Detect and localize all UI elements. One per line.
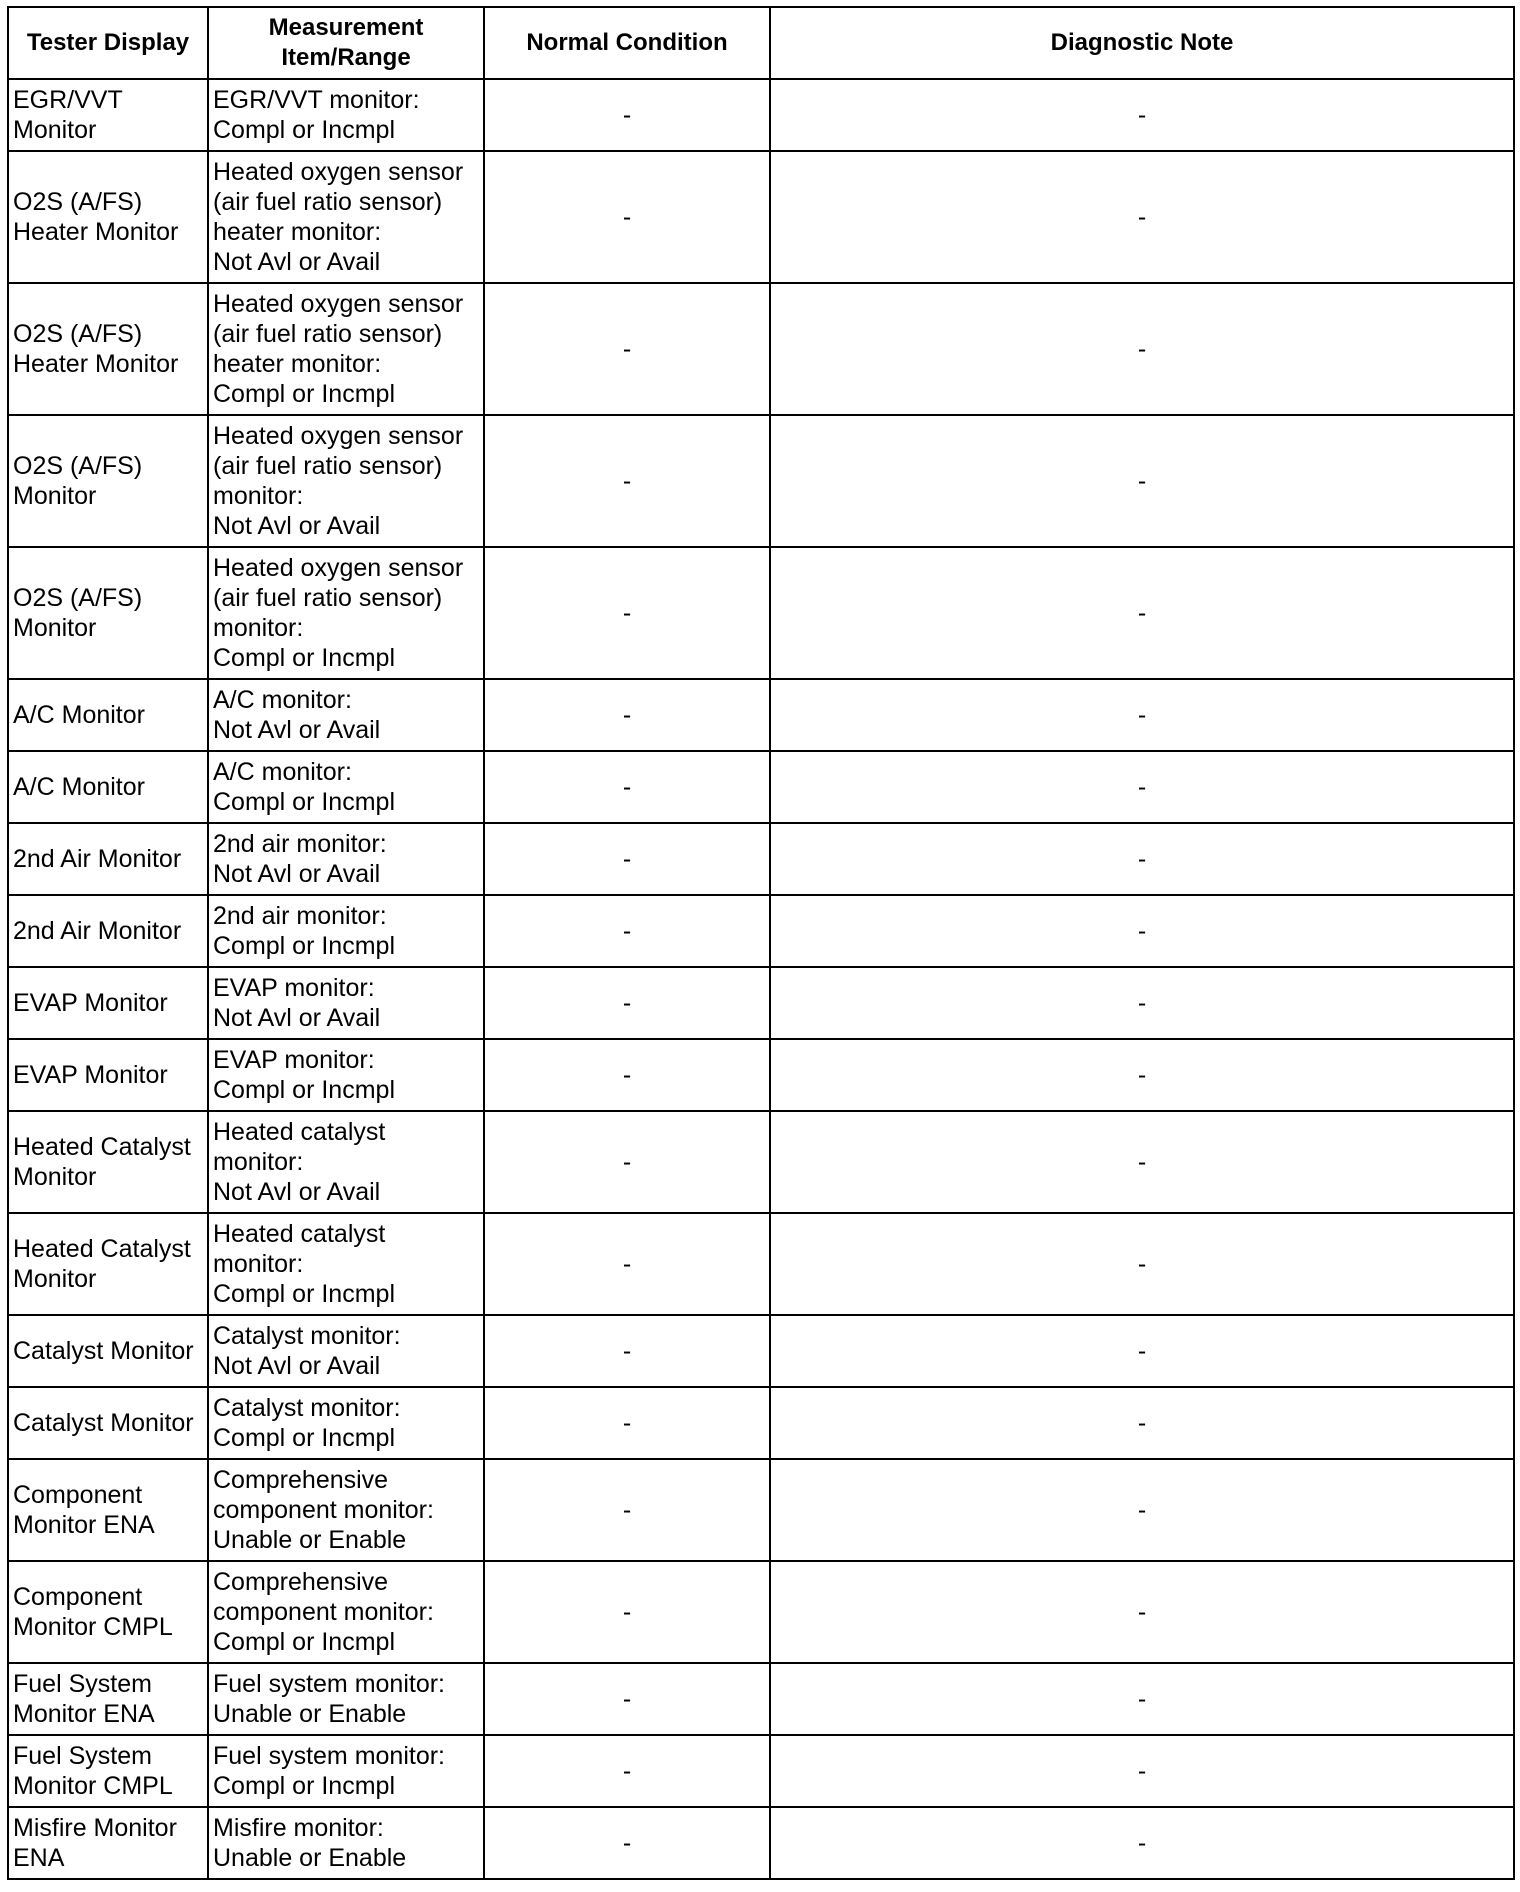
tester-display-cell: Heated Catalyst Monitor bbox=[8, 1213, 208, 1315]
normal-condition-cell: - bbox=[484, 751, 770, 823]
diagnostic-note-cell: - bbox=[770, 1735, 1514, 1807]
normal-condition-cell: - bbox=[484, 679, 770, 751]
measurement-range-cell: A/C monitor: Compl or Incmpl bbox=[208, 751, 484, 823]
measurement-range-cell: EGR/VVT monitor: Compl or Incmpl bbox=[208, 79, 484, 151]
table-row bbox=[8, 151, 1514, 283]
measurement-range-cell: Heated oxygen sensor (air fuel ratio sensor) monitor: Compl or Incmpl bbox=[208, 547, 484, 679]
normal-condition-cell: - bbox=[484, 895, 770, 967]
normal-condition-cell: - bbox=[484, 79, 770, 151]
normal-condition-cell: - bbox=[484, 1663, 770, 1735]
diagnostic-note-cell: - bbox=[770, 1213, 1514, 1315]
normal-condition-cell: - bbox=[484, 1459, 770, 1561]
diagnostic-note-cell: - bbox=[770, 283, 1514, 415]
tester-display-cell: EVAP Monitor bbox=[8, 967, 208, 1039]
table-row bbox=[8, 1459, 1514, 1561]
diagnostic-note-cell: - bbox=[770, 679, 1514, 751]
measurement-range-cell: EVAP monitor: Not Avl or Avail bbox=[208, 967, 484, 1039]
table-row bbox=[8, 823, 1514, 895]
normal-condition-cell: - bbox=[484, 547, 770, 679]
diagnostic-note-cell: - bbox=[770, 1111, 1514, 1213]
measurement-range-cell: 2nd air monitor: Not Avl or Avail bbox=[208, 823, 484, 895]
normal-condition-cell: - bbox=[484, 823, 770, 895]
diagnostic-note-cell: - bbox=[770, 1315, 1514, 1387]
measurement-range-cell: Catalyst monitor: Compl or Incmpl bbox=[208, 1387, 484, 1459]
normal-condition-cell: - bbox=[484, 1315, 770, 1387]
tester-display-cell: A/C Monitor bbox=[8, 751, 208, 823]
diagnostic-note-cell: - bbox=[770, 1459, 1514, 1561]
diagnostic-note-cell: - bbox=[770, 1387, 1514, 1459]
header-diagnostic-note: Diagnostic Note bbox=[770, 7, 1514, 79]
diagnostic-note-cell: - bbox=[770, 823, 1514, 895]
header-tester-display: Tester Display bbox=[8, 7, 208, 79]
diagnostic-note-cell: - bbox=[770, 1663, 1514, 1735]
tester-display-cell: Heated Catalyst Monitor bbox=[8, 1111, 208, 1213]
tester-display-cell: 2nd Air Monitor bbox=[8, 823, 208, 895]
diagnostic-note-cell: - bbox=[770, 415, 1514, 547]
normal-condition-cell: - bbox=[484, 1735, 770, 1807]
tester-display-cell: 2nd Air Monitor bbox=[8, 895, 208, 967]
diagnostic-note-cell: - bbox=[770, 895, 1514, 967]
normal-condition-cell: - bbox=[484, 1387, 770, 1459]
diagnostic-note-cell: - bbox=[770, 1039, 1514, 1111]
table-row bbox=[8, 1735, 1514, 1807]
measurement-range-cell: Heated oxygen sensor (air fuel ratio sensor) heater monitor: Compl or Incmpl bbox=[208, 283, 484, 415]
diagnostic-note-cell: - bbox=[770, 79, 1514, 151]
diagnostic-note-cell: - bbox=[770, 151, 1514, 283]
measurement-range-cell: Heated oxygen sensor (air fuel ratio sensor) heater monitor: Not Avl or Avail bbox=[208, 151, 484, 283]
table-row bbox=[8, 1807, 1514, 1879]
table-row bbox=[8, 547, 1514, 679]
measurement-range-cell: Misfire monitor: Unable or Enable bbox=[208, 1807, 484, 1879]
tester-display-cell: Fuel System Monitor CMPL bbox=[8, 1735, 208, 1807]
tester-display-cell: Component Monitor CMPL bbox=[8, 1561, 208, 1663]
normal-condition-cell: - bbox=[484, 1213, 770, 1315]
measurement-range-cell: Catalyst monitor: Not Avl or Avail bbox=[208, 1315, 484, 1387]
measurement-range-cell: Heated catalyst monitor: Not Avl or Avail bbox=[208, 1111, 484, 1213]
tester-display-cell: O2S (A/FS) Monitor bbox=[8, 547, 208, 679]
normal-condition-cell: - bbox=[484, 1561, 770, 1663]
tester-display-cell: O2S (A/FS) Heater Monitor bbox=[8, 283, 208, 415]
tester-display-cell: Fuel System Monitor ENA bbox=[8, 1663, 208, 1735]
measurement-range-cell: Heated oxygen sensor (air fuel ratio sensor) monitor: Not Avl or Avail bbox=[208, 415, 484, 547]
table-row bbox=[8, 1111, 1514, 1213]
tester-display-cell: O2S (A/FS) Monitor bbox=[8, 415, 208, 547]
header-measurement-item: Measurement Item/Range bbox=[208, 7, 484, 79]
table-row bbox=[8, 1561, 1514, 1663]
normal-condition-cell: - bbox=[484, 415, 770, 547]
table-row bbox=[8, 1315, 1514, 1387]
diagnostic-note-cell: - bbox=[770, 967, 1514, 1039]
measurement-range-cell: Fuel system monitor: Compl or Incmpl bbox=[208, 1735, 484, 1807]
normal-condition-cell: - bbox=[484, 1111, 770, 1213]
diagnostic-note-cell: - bbox=[770, 547, 1514, 679]
tester-display-cell: Catalyst Monitor bbox=[8, 1387, 208, 1459]
diagnostic-note-cell: - bbox=[770, 751, 1514, 823]
table-row bbox=[8, 679, 1514, 751]
table-row bbox=[8, 1663, 1514, 1735]
normal-condition-cell: - bbox=[484, 1807, 770, 1879]
data-table bbox=[7, 6, 1515, 1880]
tester-display-cell: Catalyst Monitor bbox=[8, 1315, 208, 1387]
tester-display-cell: A/C Monitor bbox=[8, 679, 208, 751]
table-row bbox=[8, 1039, 1514, 1111]
table-row bbox=[8, 1387, 1514, 1459]
header-row bbox=[8, 7, 1514, 79]
measurement-range-cell: A/C monitor: Not Avl or Avail bbox=[208, 679, 484, 751]
tester-display-cell: O2S (A/FS) Heater Monitor bbox=[8, 151, 208, 283]
table-row bbox=[8, 895, 1514, 967]
normal-condition-cell: - bbox=[484, 283, 770, 415]
measurement-range-cell: Fuel system monitor: Unable or Enable bbox=[208, 1663, 484, 1735]
diagnostic-note-cell: - bbox=[770, 1807, 1514, 1879]
normal-condition-cell: - bbox=[484, 1039, 770, 1111]
table-row bbox=[8, 415, 1514, 547]
measurement-range-cell: EVAP monitor: Compl or Incmpl bbox=[208, 1039, 484, 1111]
diagnostic-note-cell: - bbox=[770, 1561, 1514, 1663]
tester-display-cell: EGR/VVT Monitor bbox=[8, 79, 208, 151]
measurement-range-cell: Heated catalyst monitor: Compl or Incmpl bbox=[208, 1213, 484, 1315]
header-normal-condition: Normal Condition bbox=[484, 7, 770, 79]
tester-display-cell: Component Monitor ENA bbox=[8, 1459, 208, 1561]
normal-condition-cell: - bbox=[484, 151, 770, 283]
measurement-range-cell: 2nd air monitor: Compl or Incmpl bbox=[208, 895, 484, 967]
table-row bbox=[8, 283, 1514, 415]
measurement-range-cell: Comprehensive component monitor: Compl or Incmpl bbox=[208, 1561, 484, 1663]
tester-display-cell: Misfire Monitor ENA bbox=[8, 1807, 208, 1879]
table-row bbox=[8, 751, 1514, 823]
normal-condition-cell: - bbox=[484, 967, 770, 1039]
tester-display-cell: EVAP Monitor bbox=[8, 1039, 208, 1111]
table-row bbox=[8, 79, 1514, 151]
table-row bbox=[8, 967, 1514, 1039]
table-row bbox=[8, 1213, 1514, 1315]
measurement-range-cell: Comprehensive component monitor: Unable or Enable bbox=[208, 1459, 484, 1561]
